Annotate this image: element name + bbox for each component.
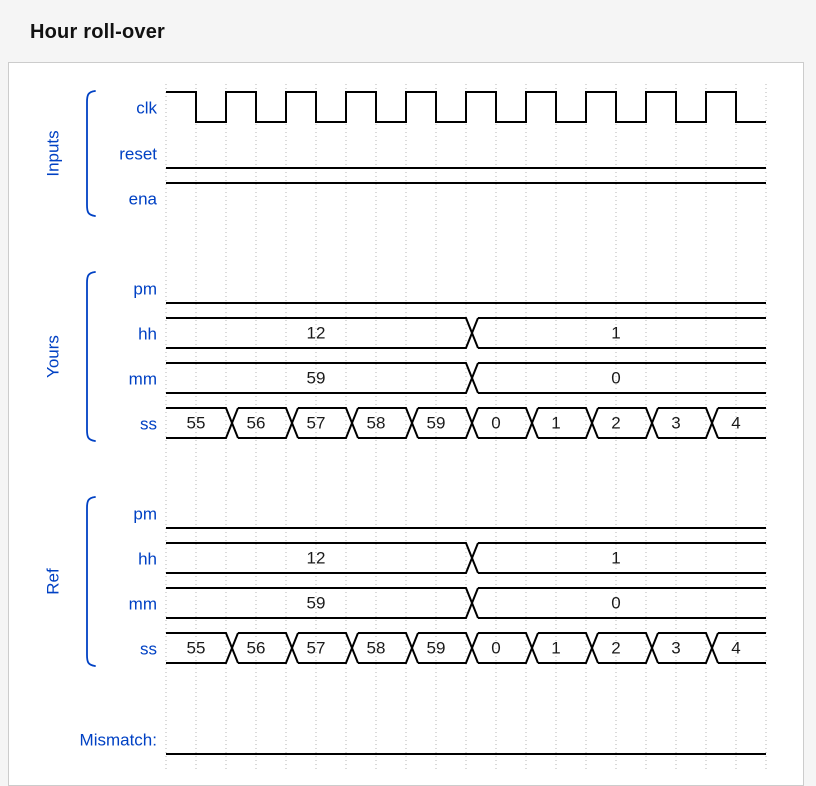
- bus-value: 4: [731, 638, 741, 658]
- bus-value: 1: [551, 413, 561, 433]
- bus-value: 3: [671, 413, 681, 433]
- bus-value: 4: [731, 413, 741, 433]
- bus-value: 55: [186, 413, 206, 433]
- bus-value: 56: [246, 413, 266, 433]
- bus-value: 56: [246, 638, 266, 658]
- group-label: Ref: [43, 568, 63, 595]
- signal-label: pm: [133, 504, 157, 524]
- signal-label: clk: [136, 98, 157, 118]
- page-title: Hour roll-over: [30, 21, 166, 43]
- bus-value: 0: [611, 593, 621, 613]
- bus-value: 58: [366, 638, 386, 658]
- bus-value: 55: [186, 638, 206, 658]
- signal-label: ss: [140, 414, 157, 434]
- signal-label: pm: [133, 279, 157, 299]
- signal-label: hh: [138, 324, 157, 344]
- bus-value: 59: [306, 593, 326, 613]
- bus-value: 57: [306, 638, 326, 658]
- bus-value: 59: [426, 638, 446, 658]
- bus-value: 0: [491, 413, 501, 433]
- bus-value: 1: [611, 323, 621, 343]
- signal-label: ss: [140, 639, 157, 659]
- signal-label: mm: [128, 594, 157, 614]
- bus-value: 1: [611, 548, 621, 568]
- bus-value: 58: [366, 413, 386, 433]
- signal-label: hh: [138, 549, 157, 569]
- waveform-panel: [8, 62, 804, 786]
- signal-label: mm: [128, 369, 157, 389]
- bus-value: 2: [611, 413, 621, 433]
- bus-value: 2: [611, 638, 621, 658]
- bus-value: 12: [306, 323, 326, 343]
- group-label: Inputs: [43, 130, 63, 177]
- signal-label: Mismatch:: [79, 730, 157, 750]
- signal-label: ena: [128, 189, 157, 209]
- bus-value: 57: [306, 413, 326, 433]
- bus-value: 0: [611, 368, 621, 388]
- bus-value: 0: [491, 638, 501, 658]
- bus-value: 59: [306, 368, 326, 388]
- bus-value: 12: [306, 548, 326, 568]
- bus-value: 59: [426, 413, 446, 433]
- group-label: Yours: [43, 335, 63, 378]
- bus-value: 3: [671, 638, 681, 658]
- signal-label: reset: [119, 144, 157, 164]
- bus-value: 1: [551, 638, 561, 658]
